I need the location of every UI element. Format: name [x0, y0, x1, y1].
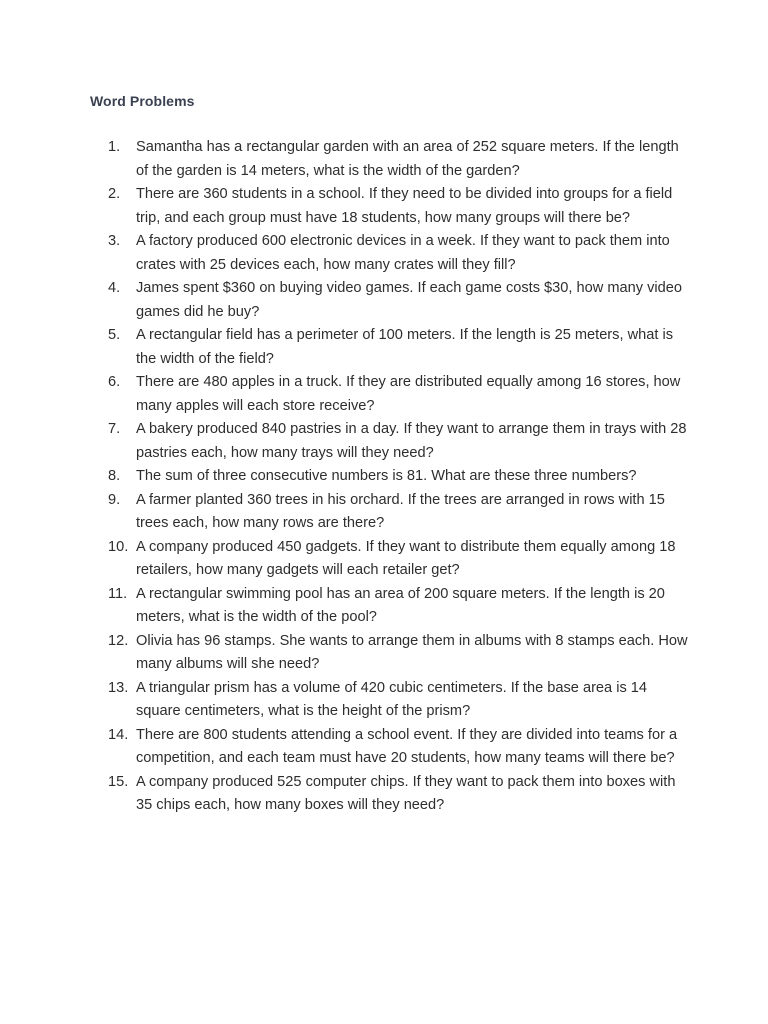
problem-text: There are 480 apples in a truck. If they are distributed equally among 16 stores, how many apples will each store receive? — [136, 374, 681, 414]
problem-item-9 — [108, 489, 688, 536]
problem-text: The sum of three consecutive numbers is 81. What are these three numbers? — [136, 468, 637, 484]
problem-number: 3. — [108, 233, 121, 249]
problem-item-1 — [108, 136, 688, 183]
problem-text: James spent $360 on buying video games. If each game costs $30, how many video games did he buy? — [136, 280, 682, 320]
problem-text: A company produced 525 computer chips. If they want to pack them into boxes with 35 chips each, how many boxes will they need? — [136, 773, 676, 813]
problem-item-8 — [108, 465, 688, 489]
problem-item-2 — [108, 183, 688, 230]
problem-item-7 — [108, 418, 688, 465]
problem-number: 4. — [108, 280, 121, 296]
problem-number: 15. — [108, 773, 129, 790]
problem-text: A rectangular field has a perimeter of 100 meters. If the length is 25 meters, what is the width of the field? — [136, 327, 673, 367]
problem-number: 6. — [108, 374, 121, 390]
problem-number: 8. — [108, 468, 121, 484]
problem-number: 13. — [108, 679, 129, 696]
problem-text: A farmer planted 360 trees in his orchard. If the trees are arranged in rows with 15 trees each, how many rows are there? — [136, 491, 665, 531]
problem-list — [108, 136, 688, 818]
problem-item-14 — [108, 724, 688, 771]
page-title: Word Problems — [90, 93, 195, 109]
problem-item-13 — [108, 677, 688, 724]
problem-number: 5. — [108, 327, 121, 343]
problem-number: 2. — [108, 186, 121, 202]
problem-item-4 — [108, 277, 688, 324]
problem-text: There are 800 students attending a school event. If they are divided into teams for a competition, and each team must have 20 students, how many teams will there be? — [136, 726, 678, 766]
problem-item-5 — [108, 324, 688, 371]
problem-text: A rectangular swimming pool has an area of 200 square meters. If the length is 20 meters, what is the width of the pool? — [136, 585, 665, 625]
problem-item-10 — [108, 536, 688, 583]
problem-text: A triangular prism has a volume of 420 cubic centimeters. If the base area is 14 square centimeters, what is the height of the prism? — [136, 679, 648, 719]
problem-text: Olivia has 96 stamps. She wants to arrange them in albums with 8 stamps each. How many albums will she need? — [136, 632, 688, 672]
problem-text: There are 360 students in a school. If they need to be divided into groups for a field trip, and each group must have 18 students, how many groups will there be? — [136, 186, 673, 226]
problem-number: 12. — [108, 632, 129, 649]
problem-text: A company produced 450 gadgets. If they want to distribute them equally among 18 retailers, how many gadgets will each retailer get? — [136, 538, 676, 578]
problem-number: 11. — [108, 585, 128, 602]
problem-number: 14. — [108, 726, 129, 743]
problem-item-6 — [108, 371, 688, 418]
problem-item-15 — [108, 771, 688, 818]
problem-number: 7. — [108, 421, 121, 437]
problem-text: A factory produced 600 electronic devices in a week. If they want to pack them into crates with 25 devices each, how many crates will they fill? — [136, 233, 670, 273]
problem-text: Samantha has a rectangular garden with an area of 252 square meters. If the length of the garden is 14 meters, what is the width of the garden? — [136, 139, 679, 179]
problem-number: 9. — [108, 491, 121, 508]
problem-text: A bakery produced 840 pastries in a day. If they want to arrange them in trays with 28 pastries each, how many trays will they need? — [136, 421, 687, 461]
problem-number: 10. — [108, 538, 129, 555]
problem-item-12 — [108, 630, 688, 677]
problem-number: 1. — [108, 139, 121, 155]
problem-item-3 — [108, 230, 688, 277]
problem-item-11 — [108, 583, 688, 630]
